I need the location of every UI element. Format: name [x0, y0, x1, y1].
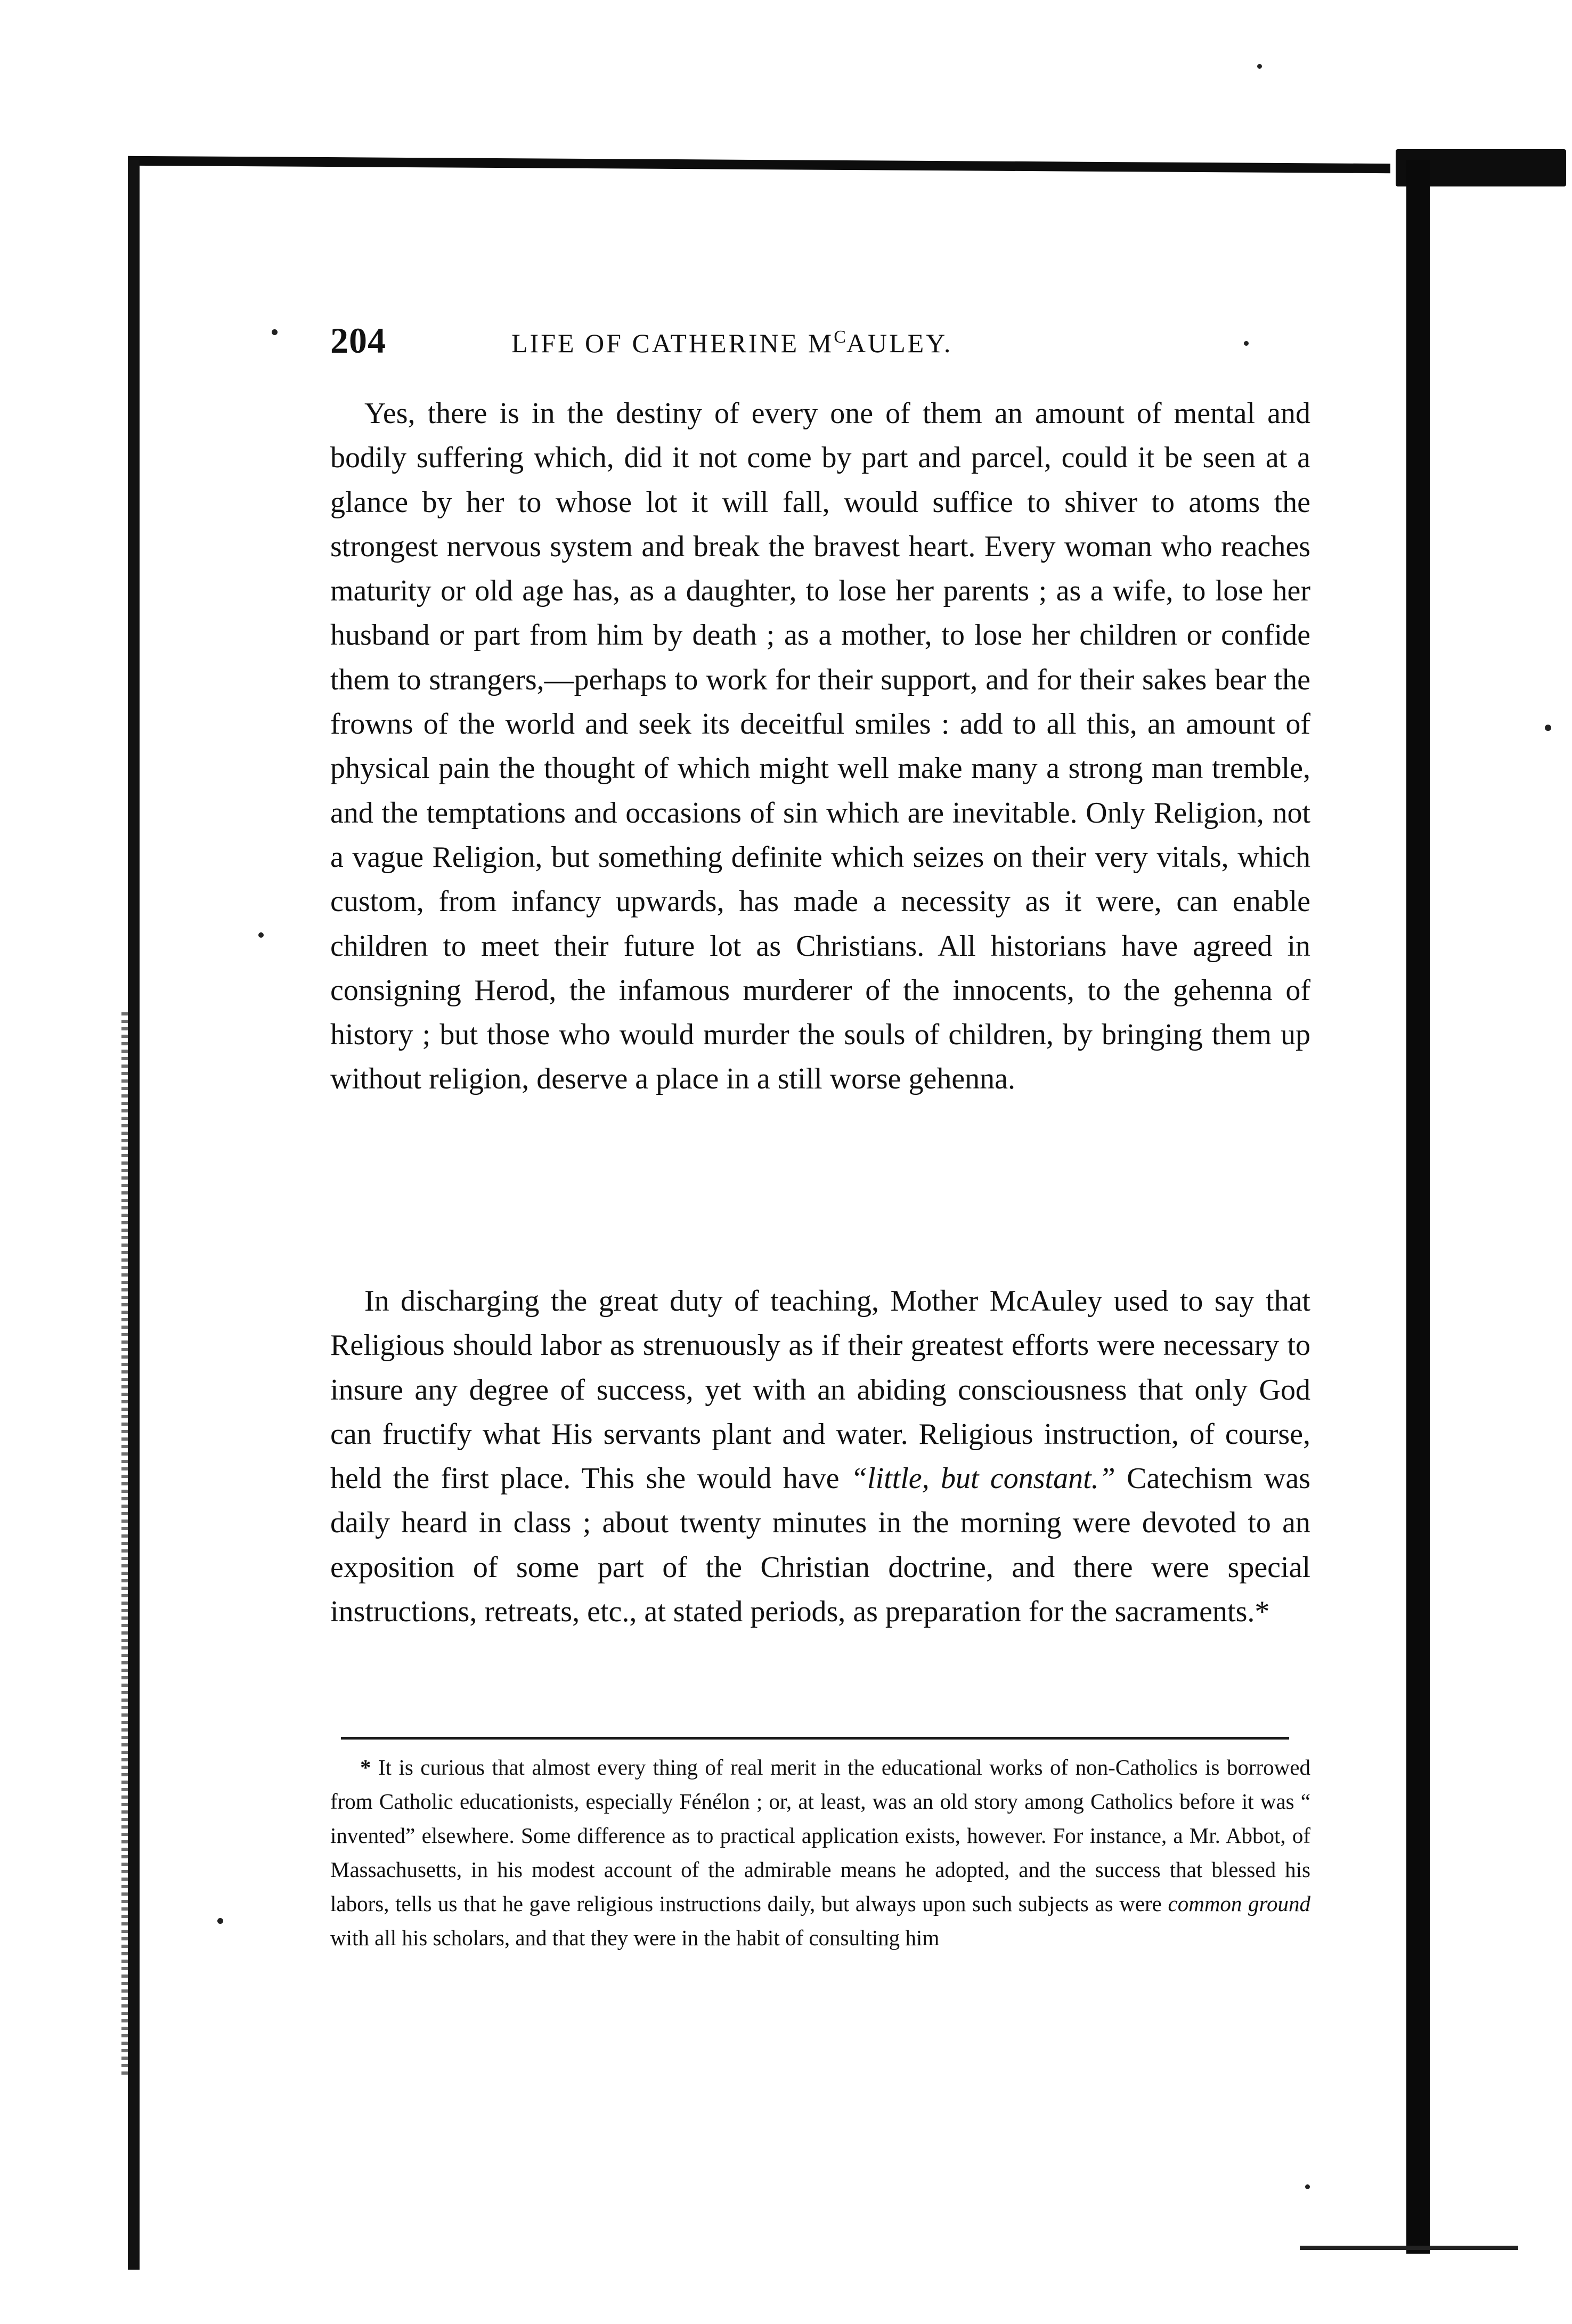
scan-speck — [1257, 64, 1262, 69]
running-head-title-end: AULEY. — [846, 328, 953, 358]
footnote-marker: * — [360, 1755, 371, 1779]
footnote-text: with all his scholars, and that they were in the habit of consulting him — [330, 1925, 940, 1950]
scan-speck — [1305, 2184, 1310, 2189]
page-frame-bottom — [1300, 2246, 1518, 2250]
footnote — [330, 1750, 1310, 2033]
page-header — [330, 320, 1310, 368]
running-head — [511, 327, 952, 359]
italic-quote: “little, but constant.” — [850, 1462, 1115, 1496]
scan-speck — [272, 329, 278, 335]
footnote-italic: common ground — [1168, 1891, 1310, 1916]
running-head-superscript: C — [834, 327, 846, 347]
body-text — [330, 392, 1310, 1724]
binding-edge — [121, 1012, 128, 2078]
paragraph-text: Catechism was daily heard in class ; about twenty minutes in the morning were devoted to an exposition of some part of the Christian doctrine, and there were special instructions, retreats, etc., at stated periods, as preparation for the sacraments. — [330, 1462, 1310, 1629]
paragraph: Yes, there is in the destiny of every one of them an amount of mental and bodily suffering which, did it not come by part and parcel, could it be seen at a glance by her to whose lot it will fall, would suffice to shiver to atoms the strongest nervous system and break the bravest heart. Every woman who reaches maturity or old age has, as a daughter, to lose her parents ; as a wife, to lose her husband or part from him by death ; as a mother, to lose her children or confide them to strangers,—perhaps to work for their support, and for their sakes bear the frowns of the world and seek its deceitful smiles : add to all this, an amount of physical pain the thought of which might well make many a strong man tremble, and the temptations and occasions of sin which are inevitable. Only Religion, not a vague Religion, but something definite which seizes on their very vitals, which custom, from infancy upwards, has made a necessity as it were, can enable children to meet their future lot as Christians. All historians have agreed in consigning Herod, the infamous murderer of the innocents, to the gehenna of history ; but those who would murder the souls of children, by bringing them up without religion, deserve a place in a still worse gehenna. — [330, 397, 1310, 1096]
footnote-divider — [341, 1737, 1289, 1740]
footnote-reference[interactable]: * — [1255, 1595, 1270, 1629]
footnote-paragraph — [330, 1750, 1310, 1955]
paragraph-text: In discharging the great duty of teaching, Mother McAuley used to say that Religious should labor as strenuously as if their greatest efforts were necessary to insure any degree of success, yet with an abiding consciousness that only God can fructify what His servants plant and water. Religious instruction, of course, held the first place. This she would have — [330, 1285, 1310, 1496]
running-head-title: LIFE OF CATHERINE M — [511, 328, 834, 358]
page-frame-top — [128, 156, 1390, 173]
scan-speck — [217, 1918, 223, 1924]
page-number: 204 — [330, 320, 386, 361]
scan-speck — [258, 932, 264, 938]
page-frame-left — [128, 160, 140, 2270]
footnote-text: It is curious that almost every thing of real merit in the educational works of non-Catholics is borrowed from Catholic educationists, especially Fénélon ; or, at least, was an old story among Catholics before it was “ invented” elsewhere. Some difference as to practical application exists, however. For instance, a Mr. Abbot, of Massachusetts, in his modest account of the admirable means he adopted, and the success that blessed his labors, tells us that he gave religious instructions daily, but always upon such subjects as were — [330, 1755, 1310, 1916]
page-frame-right — [1406, 160, 1430, 2254]
scan-speck — [1545, 725, 1551, 731]
paragraph — [330, 1279, 1310, 1724]
